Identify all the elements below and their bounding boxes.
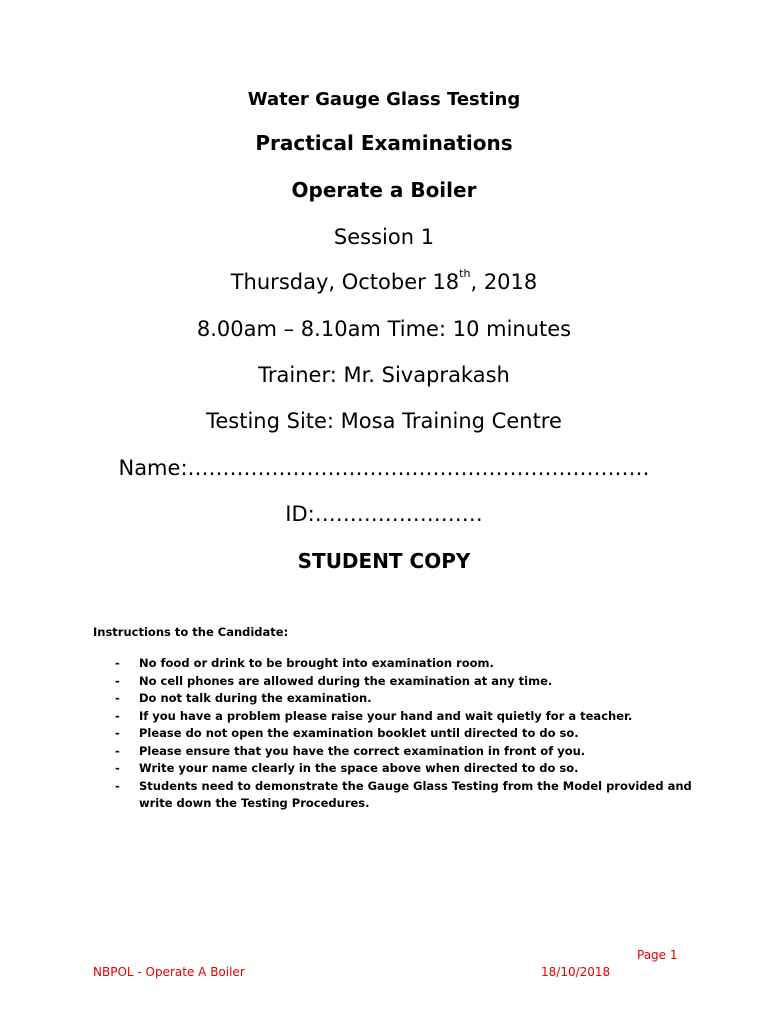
- date-ordinal-suffix: th: [459, 267, 471, 280]
- list-dash: -: [115, 726, 120, 740]
- list-item: [93, 725, 693, 743]
- subject-title: Water Gauge Glass Testing: [247, 89, 521, 110]
- instruction-text: If you have a problem please raise your hand and wait quietly for a teacher.: [139, 708, 633, 723]
- list-item: [93, 655, 693, 673]
- instructions-heading: Instructions to the Candidate:: [93, 625, 289, 639]
- list-dash: -: [115, 761, 120, 775]
- list-dash: -: [115, 691, 120, 705]
- date-prefix: Thursday, October 18: [230, 270, 460, 294]
- list-dash: -: [115, 743, 120, 758]
- list-item: [93, 690, 693, 708]
- instruction-text: Please ensure that you have the correct examination in front of you.: [139, 743, 586, 758]
- footer-date: 18/10/2018: [541, 965, 611, 979]
- student-copy-label: STUDENT COPY: [297, 549, 471, 573]
- instruction-text: Do not talk during the examination.: [139, 691, 372, 705]
- unit-heading: Operate a Boiler: [291, 178, 477, 202]
- footer-course-title: NBPOL - Operate A Boiler: [93, 965, 245, 979]
- instruction-text: No food or drink to be brought into examination room.: [139, 656, 494, 670]
- list-dash: -: [115, 778, 120, 793]
- list-dash: -: [115, 656, 120, 670]
- testing-site-line: Testing Site: Mosa Training Centre: [206, 409, 562, 433]
- list-dash: -: [115, 673, 120, 688]
- trainer-line: Trainer: Mr. Sivaprakash: [258, 363, 510, 387]
- list-item: [93, 743, 693, 761]
- name-field: Name:…………………………………………………………: [118, 456, 650, 480]
- instruction-text: Students need to demonstrate the Gauge Glass Testing from the Model provided and write down the Testing Procedures.: [139, 778, 692, 810]
- list-item: [93, 708, 693, 726]
- list-item: [93, 778, 693, 813]
- list-dash: -: [115, 708, 120, 723]
- instruction-text: Please do not open the examination booklet until directed to do so.: [139, 726, 579, 740]
- date-line: [0, 267, 768, 294]
- list-item: [93, 673, 693, 691]
- page-number: Page 1: [637, 948, 678, 962]
- instruction-text: Write your name clearly in the space above when directed to do so.: [139, 761, 579, 775]
- instructions-list: [93, 655, 693, 813]
- instruction-text: No cell phones are allowed during the examination at any time.: [139, 673, 553, 688]
- exam-type-heading: Practical Examinations: [255, 131, 513, 155]
- id-field: ID:……………………: [285, 502, 483, 526]
- date-year: , 2018: [470, 270, 538, 294]
- time-line: 8.00am – 8.10am Time: 10 minutes: [196, 317, 572, 341]
- list-item: [93, 760, 693, 778]
- session-line: Session 1: [333, 225, 435, 249]
